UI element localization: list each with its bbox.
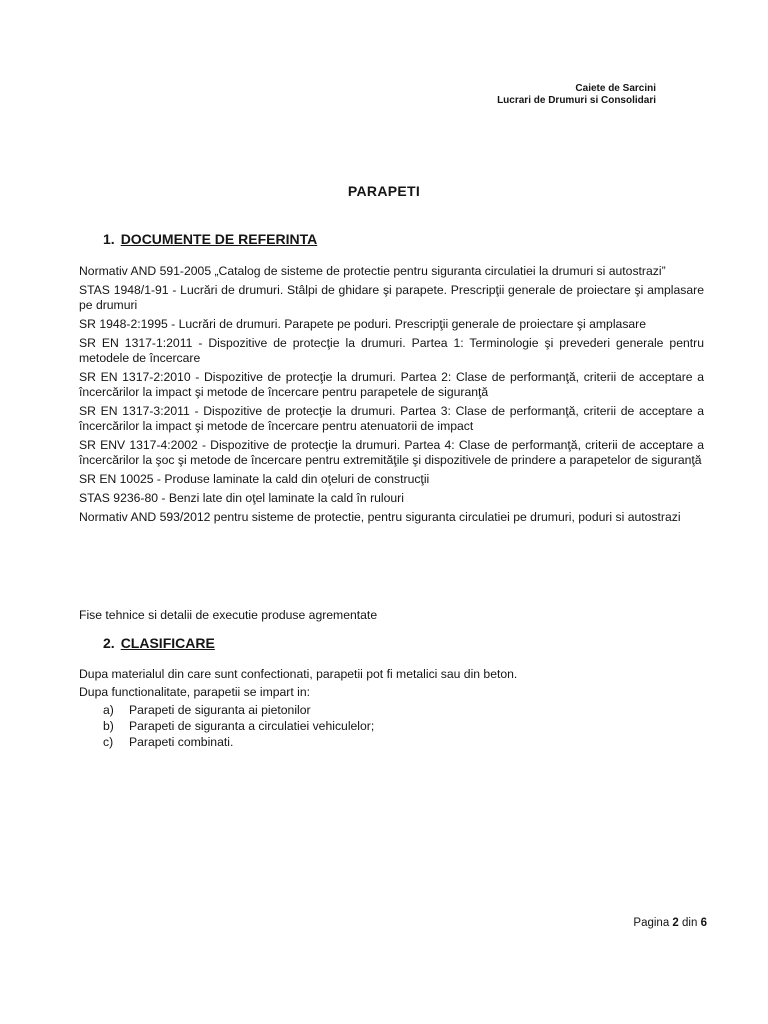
reference-item: SR EN 1317-1:2011 - Dispozitive de protecţie la drumuri. Partea 1: Terminologie şi prevederi generale pentru metodele de încercare xyxy=(79,336,704,365)
list-item xyxy=(103,703,704,718)
section-1-number: 1. xyxy=(103,231,115,247)
document-header xyxy=(497,83,656,107)
technical-sheets-note: Fise tehnice si detalii de executie produse agrementate xyxy=(79,608,378,622)
reference-item: STAS 1948/1-91 - Lucrări de drumuri. Stâlpi de ghidare şi parapete. Prescripţii generale de proiectare şi amplasare pe drumuri xyxy=(79,283,704,312)
reference-item: SR 1948-2:1995 - Lucrări de drumuri. Parapete pe poduri. Prescripţii generale de proiectare şi amplasare xyxy=(79,317,647,331)
list-item-text: Parapeti de siguranta ai pietonilor xyxy=(129,703,311,717)
page-title: PARAPETI xyxy=(347,183,421,199)
reference-item: SR EN 1317-3:2011 - Dispozitive de protecţie la drumuri. Partea 3: Clase de performanţă, criterii de acceptare a încercărilor la impact şi metode de încercare pentru atenuatorii de impact xyxy=(79,404,704,433)
list-marker: c) xyxy=(103,735,114,749)
classification-body xyxy=(79,667,704,751)
reference-item: SR EN 10025 - Produse laminate la cald din oţeluri de construcţii xyxy=(79,472,430,486)
classification-function: Dupa functionalitate, parapetii se impart in: xyxy=(79,685,311,699)
section-2-heading xyxy=(103,635,215,651)
classification-list xyxy=(79,703,704,750)
header-line-2: Lucrari de Drumuri si Consolidari xyxy=(497,95,656,106)
section-1-title: DOCUMENTE DE REFERINTA xyxy=(120,231,318,247)
list-marker: b) xyxy=(103,719,114,733)
section-1-heading xyxy=(103,231,317,247)
page-number-footer xyxy=(633,917,707,929)
reference-item: Normativ AND 591-2005 „Catalog de sisteme de protectie pentru siguranta circulatiei la drumuri si autostrazi” xyxy=(79,264,666,278)
footer-mid: din xyxy=(682,917,698,929)
list-marker: a) xyxy=(103,703,114,717)
reference-item: SR ENV 1317-4:2002 - Dispozitive de protecţie la drumuri. Partea 4: Clase de performanţă, criterii de acceptare a încercărilor la şoc şi metode de încercare pentru extremităţile şi dispozitivele de prindere a parapetelor de siguranţă xyxy=(79,438,704,467)
reference-item: SR EN 1317-2:2010 - Dispozitive de protecţie la drumuri. Partea 2: Clase de performanţă, criterii de acceptare a încercărilor la impact şi metode de încercare pentru parapetele de siguranţă xyxy=(79,370,704,399)
footer-prefix: Pagina xyxy=(633,917,670,929)
reference-item: Normativ AND 593/2012 pentru sisteme de protectie, pentru siguranta circulatiei pe drumuri, poduri si autostrazi xyxy=(79,510,681,524)
section-2-number: 2. xyxy=(103,635,115,651)
list-item-text: Parapeti de siguranta a circulatiei vehiculelor; xyxy=(129,719,375,733)
header-line-1: Caiete de Sarcini xyxy=(575,83,656,94)
footer-total: 6 xyxy=(700,917,707,929)
list-item xyxy=(103,735,704,750)
reference-list xyxy=(79,264,704,529)
reference-item: STAS 9236-80 - Benzi late din oţel laminate la cald în rulouri xyxy=(79,491,404,505)
classification-material: Dupa materialul din care sunt confectionati, parapetii pot fi metalici sau din beton. xyxy=(79,667,518,681)
list-item xyxy=(103,719,704,734)
section-2-title: CLASIFICARE xyxy=(120,635,215,651)
list-item-text: Parapeti combinati. xyxy=(129,735,234,749)
footer-page: 2 xyxy=(672,917,679,929)
